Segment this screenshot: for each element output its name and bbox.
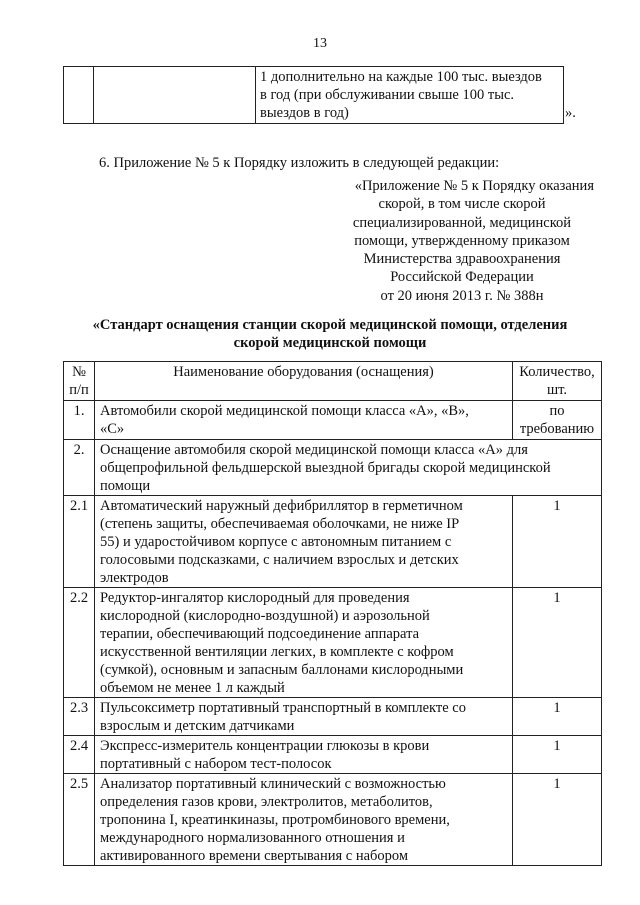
row-quantity: 1 (513, 736, 602, 774)
row-num: 2.1 (64, 496, 95, 588)
row-name (95, 588, 513, 698)
appendix-header-line: Российской Федерации (390, 269, 534, 286)
header-num-line: № (72, 364, 86, 380)
appendix-header (330, 177, 594, 305)
continuation-text-cell (256, 67, 564, 124)
header-qty-line: Количество, (519, 364, 595, 380)
row-name (95, 736, 513, 774)
standard-title-line: скорой медицинской помощи (233, 335, 427, 351)
header-name: Наименование оборудования (оснащения) (95, 362, 513, 401)
row-quantity: 1 (513, 588, 602, 698)
continuation-table (63, 66, 564, 124)
row-name (95, 496, 513, 588)
continuation-empty-cell (64, 67, 94, 124)
table-row (64, 588, 602, 698)
table-row (64, 698, 602, 736)
closing-quote: ». (565, 105, 576, 121)
row-quantity: 1 (513, 774, 602, 866)
row-num: 1. (64, 401, 95, 440)
continuation-line: 1 дополнительно на каждые 100 тыс. выездов (260, 69, 542, 85)
table-row (64, 440, 602, 496)
row-name (95, 440, 602, 496)
appendix-header-line: скорой, в том числе скорой (378, 196, 546, 213)
row-name-line: тропонина I, креатинкиназы, протромбинового времени, (100, 812, 450, 828)
row-name-line: объемом не менее 1 л каждый (100, 680, 285, 696)
row-name (95, 774, 513, 866)
row-name-line: Автомобили скорой медицинской помощи класса «А», «В», (100, 403, 469, 419)
page-number: 13 (313, 36, 327, 51)
appendix-header-line: помощи, утвержденному приказом (354, 232, 570, 249)
table-row (64, 774, 602, 866)
header-num-line: п/п (69, 382, 89, 398)
row-name-line: Редуктор-ингалятор кислородный для проведения (100, 590, 410, 606)
row-name-line: взрослым и детским датчиками (100, 718, 295, 734)
row-name-line: международного нормализованного отношения и (100, 830, 405, 846)
row-name-line: голосовыми подсказками, с наличием взрослых и детских (100, 552, 459, 568)
continuation-empty-cell (94, 67, 256, 124)
header-qty-line: шт. (546, 382, 568, 398)
row-name-line: терапии, обеспечивающий подсоединение аппарата (100, 626, 420, 642)
appendix-header-line: специализированной, медицинской (352, 214, 572, 231)
row-name-line: кислородной (кислородно-воздушной) и аэрозольной (100, 608, 430, 624)
row-quantity (513, 401, 602, 440)
row-name (95, 698, 513, 736)
table-row (64, 401, 602, 440)
appendix-header-line: от 20 июня 2013 г. № 388н (380, 287, 544, 304)
row-num: 2. (64, 440, 95, 496)
section-heading: 6. Приложение № 5 к Порядку изложить в следующей редакции: (99, 155, 500, 171)
standard-title (60, 316, 600, 352)
table-row (64, 496, 602, 588)
continuation-line: выездов в год) (260, 105, 349, 121)
row-name-line: Оснащение автомобиля скорой медицинской помощи класса «А» для (100, 442, 528, 458)
row-quantity: 1 (513, 698, 602, 736)
header-quantity (513, 362, 602, 401)
header-num (64, 362, 95, 401)
row-name-line: электродов (100, 570, 169, 586)
standard-title-line: «Стандарт оснащения станции скорой медицинской помощи, отделения (92, 317, 568, 333)
continuation-line: в год (при обслуживании свыше 100 тыс. (260, 87, 515, 103)
row-name-line: «С» (100, 421, 125, 437)
row-name-line: искусственной вентиляции легких, в комплекте с кофром (100, 644, 454, 660)
row-name-line: 55) и ударостойчивом корпусе с автономным питанием с (100, 534, 452, 550)
row-name-line: Автоматический наружный дефибриллятор в герметичном (100, 498, 463, 514)
row-name-line: Анализатор портативный клинический с возможностью (100, 776, 446, 792)
row-num: 2.5 (64, 774, 95, 866)
row-qty-line: по (549, 403, 565, 419)
row-name-line: Экспресс-измеритель концентрации глюкозы в крови (100, 738, 430, 754)
row-name-line: активированного времени свертывания с набором (100, 848, 409, 864)
row-qty-line: требованию (519, 421, 595, 437)
appendix-header-line: Министерства здравоохранения (363, 251, 561, 268)
appendix-header-line: «Приложение № 5 к Порядку оказания (354, 178, 594, 194)
row-name-line: общепрофильной фельдшерской выездной бригады скорой медицинской (100, 460, 551, 476)
row-name-line: определения газов крови, электролитов, метаболитов, (100, 794, 433, 810)
row-num: 2.4 (64, 736, 95, 774)
row-name-line: помощи (100, 478, 151, 494)
row-quantity: 1 (513, 496, 602, 588)
row-num: 2.3 (64, 698, 95, 736)
row-name-line: портативный с набором тест-полосок (100, 756, 332, 772)
row-name-line: (степень защиты, обеспечиваемая оболочками, не ниже IP (100, 516, 460, 532)
equipment-table (63, 361, 602, 866)
table-row (64, 736, 602, 774)
row-name-line: (сумкой), основным и запасным баллонами кислородными (100, 662, 464, 678)
table-header-row (64, 362, 602, 401)
row-num: 2.2 (64, 588, 95, 698)
row-name (95, 401, 513, 440)
row-name-line: Пульсоксиметр портативный транспортный в комплекте со (100, 700, 466, 716)
